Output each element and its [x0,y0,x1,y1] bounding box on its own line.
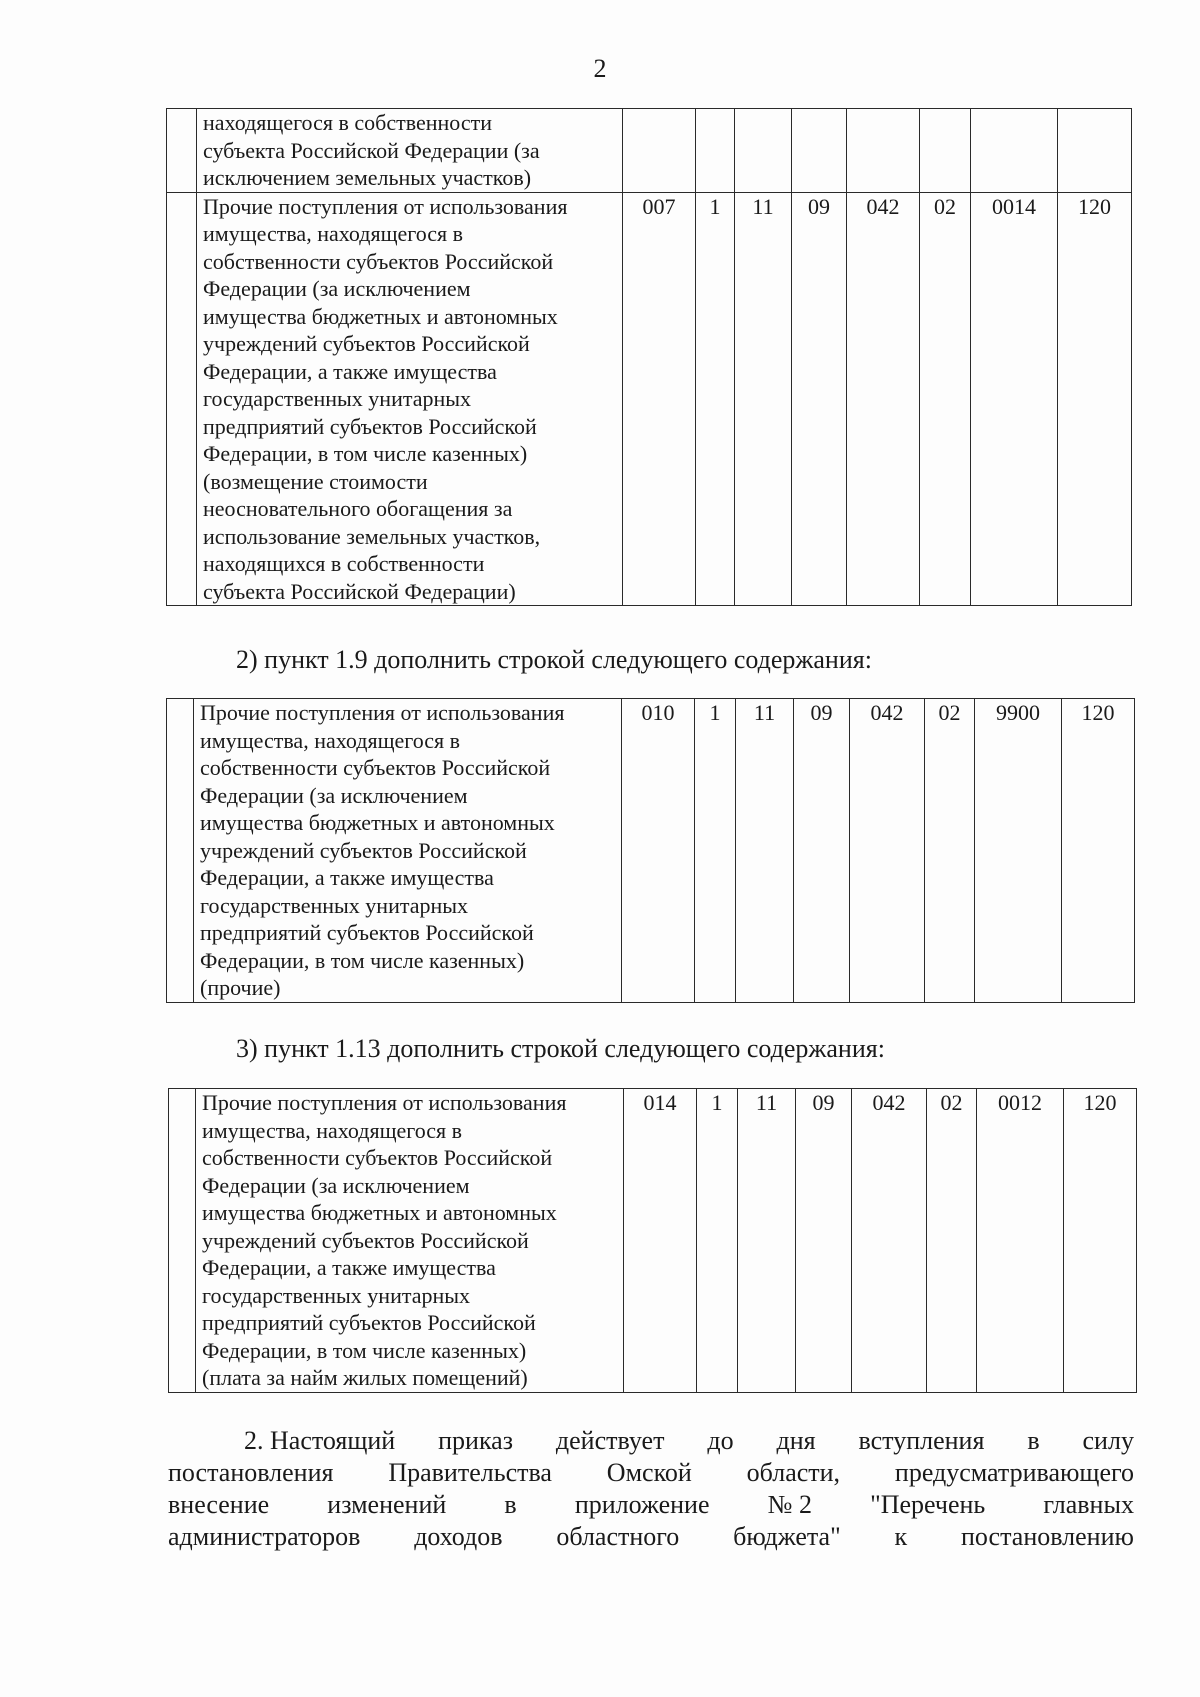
article-code-cell: 09 [796,1089,852,1393]
group-code-cell: 1 [697,1089,738,1393]
element-code-cell: 02 [920,192,971,606]
row-marker-cell [169,1089,196,1393]
admin-code-cell: 014 [624,1089,697,1393]
economic-code-cell: 120 [1058,192,1132,606]
paragraph-line: внесение изменений в приложение № 2 "Перечень главных [168,1490,1134,1519]
economic-code-cell [1058,109,1132,193]
subarticle-code-cell [847,109,920,193]
article-code-cell: 09 [792,192,847,606]
income-name-cell: Прочие поступления от использования имущества, находящегося в собственности субъектов Российской Федерации (за исключением имущества бюджетных и автономных учреждений субъектов Российской Федерации, а также имущества государственных унитарных предприятий субъектов Российской Федерации, в том числе казенных) (плата за найм жилых помещений) [196,1089,624,1393]
income-name-cell: Прочие поступления от использования имущества, находящегося в собственности субъектов Российской Федерации (за исключением имущества бюджетных и автономных учреждений субъектов Российской Федерации, а также имущества государственных унитарных предприятий субъектов Российской Федерации, в том числе казенных) (прочие) [194,699,622,1003]
subarticle-code-cell: 042 [850,699,925,1003]
paragraph-line: администраторов доходов областного бюджета" к постановлению [168,1522,1134,1551]
income-codes-table-item-1-9 [166,698,1135,1003]
row-marker-cell [167,699,194,1003]
item-2-text: 2) пункт 1.9 дополнить строкой следующего содержания: [236,645,872,674]
article-code-cell: 09 [794,699,850,1003]
paragraph-2 [168,1425,1134,1553]
element-code-cell: 02 [925,699,975,1003]
income-name-cell: находящегося в собственности субъекта Российской Федерации (за исключением земельных участков) [197,109,623,193]
admin-code-cell [623,109,696,193]
paragraph-line: 2. Настоящий приказ действует до дня вступления в силу [244,1426,1134,1455]
program-code-cell [971,109,1058,193]
element-code-cell [920,109,971,193]
income-codes-table-item-1-13 [168,1088,1137,1393]
subgroup-code-cell: 11 [735,192,792,606]
article-code-cell [792,109,847,193]
admin-code-cell: 010 [622,699,695,1003]
group-code-cell: 1 [696,192,735,606]
economic-code-cell: 120 [1064,1089,1137,1393]
income-codes-table-continuation [166,108,1132,606]
income-name-cell: Прочие поступления от использования имущества, находящегося в собственности субъектов Российской Федерации (за исключением имущества бюджетных и автономных учреждений субъектов Российской Федерации, а также имущества государственных унитарных предприятий субъектов Российской Федерации, в том числе казенных) (возмещение стоимости неосновательного обогащения за использование земельных участков, находящихся в собственности субъекта Российской Федерации) [197,192,623,606]
table-row [167,109,1132,193]
table-row [167,699,1135,1003]
element-code-cell: 02 [927,1089,977,1393]
program-code-cell: 0014 [971,192,1058,606]
group-code-cell: 1 [695,699,736,1003]
program-code-cell: 9900 [975,699,1062,1003]
subgroup-code-cell [735,109,792,193]
subgroup-code-cell: 11 [738,1089,796,1393]
table-row [169,1089,1137,1393]
item-3-text: 3) пункт 1.13 дополнить строкой следующего содержания: [236,1034,885,1063]
page-number: 2 [593,54,607,83]
subarticle-code-cell: 042 [847,192,920,606]
table-row [167,192,1132,606]
subgroup-code-cell: 11 [736,699,794,1003]
paragraph-line: постановления Правительства Омской области, предусматривающего [168,1458,1134,1487]
program-code-cell: 0012 [977,1089,1064,1393]
economic-code-cell: 120 [1062,699,1135,1003]
row-marker-cell [167,109,197,193]
row-marker-cell [167,192,197,606]
subarticle-code-cell: 042 [852,1089,927,1393]
admin-code-cell: 007 [623,192,696,606]
group-code-cell [696,109,735,193]
